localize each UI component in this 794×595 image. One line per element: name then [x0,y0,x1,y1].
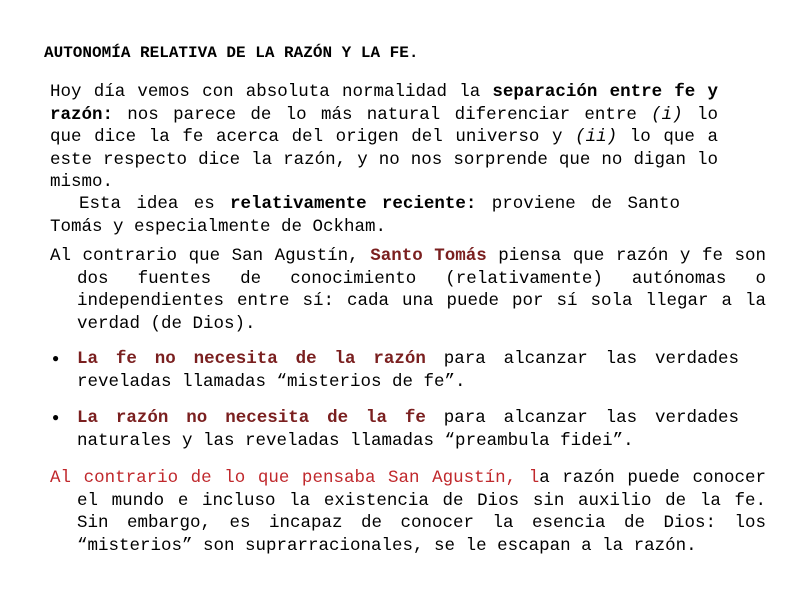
document-title: AUTONOMÍA RELATIVA DE LA RAZÓN Y LA FE. [44,44,419,62]
text-run: nos parece de lo más natural diferenciar entre [113,104,652,125]
text-run: Esta idea es [79,194,231,214]
text-run: piensa que razón y fe son dos fuentes de conocimiento (relativamente) autónomas o independientes entre sí: cada una puede por sí sola llegar a la verdad (de Dios). [77,246,766,334]
bullet-item [50,407,739,452]
red-phrase: Al contrario de lo que pensaba San Agustín, l [50,468,540,488]
text-run: lo que dice la fe acerca del origen del universo y [50,104,718,147]
text-run: Al contrario que San Agustín, [50,246,371,266]
text-run: a razón puede conocer el mundo e incluso la existencia de Dios sin auxilio de la fe. Sin embargo, es incapaz de conocer la esencia de Dios: los “misterios” son suprarracionales, se le escapan a la razón. [77,468,766,556]
text-run: Hoy día vemos con absoluta normalidad la [50,82,493,102]
paragraph-conclusion [50,467,766,557]
bold-phrase: separación entre fe y razón: [50,82,718,125]
highlighted-name: Santo Tomás [370,246,487,266]
bold-phrase: relativamente reciente: [230,194,477,214]
text-run: para alcanzar las verdades naturales y las reveladas llamadas “preambula fidei”. [77,408,739,451]
paragraph-recent-idea [50,193,680,238]
bullet-bold-phrase: La razón no necesita de la fe [77,408,426,428]
italic-marker: (i) [651,104,683,125]
paragraph-santo-tomas [50,245,766,335]
bullet-bold-phrase: La fe no necesita de la razón [77,349,426,369]
text-run: lo que a este respecto dice la razón, y no nos sorprende que no digan lo mismo. [50,127,718,192]
text-run: para alcanzar las verdades reveladas llamadas “misterios de fe”. [77,349,739,392]
bullet-item [50,348,739,393]
paragraph-separation [50,81,718,194]
italic-marker: (ii) [575,127,618,147]
bullet-dot-icon: ● [52,352,60,366]
bullet-text [77,407,739,452]
bullet-text [77,348,739,393]
bullet-dot-icon: ● [52,411,60,425]
text-run: proviene de Santo Tomás y especialmente de Ockham. [50,194,680,237]
